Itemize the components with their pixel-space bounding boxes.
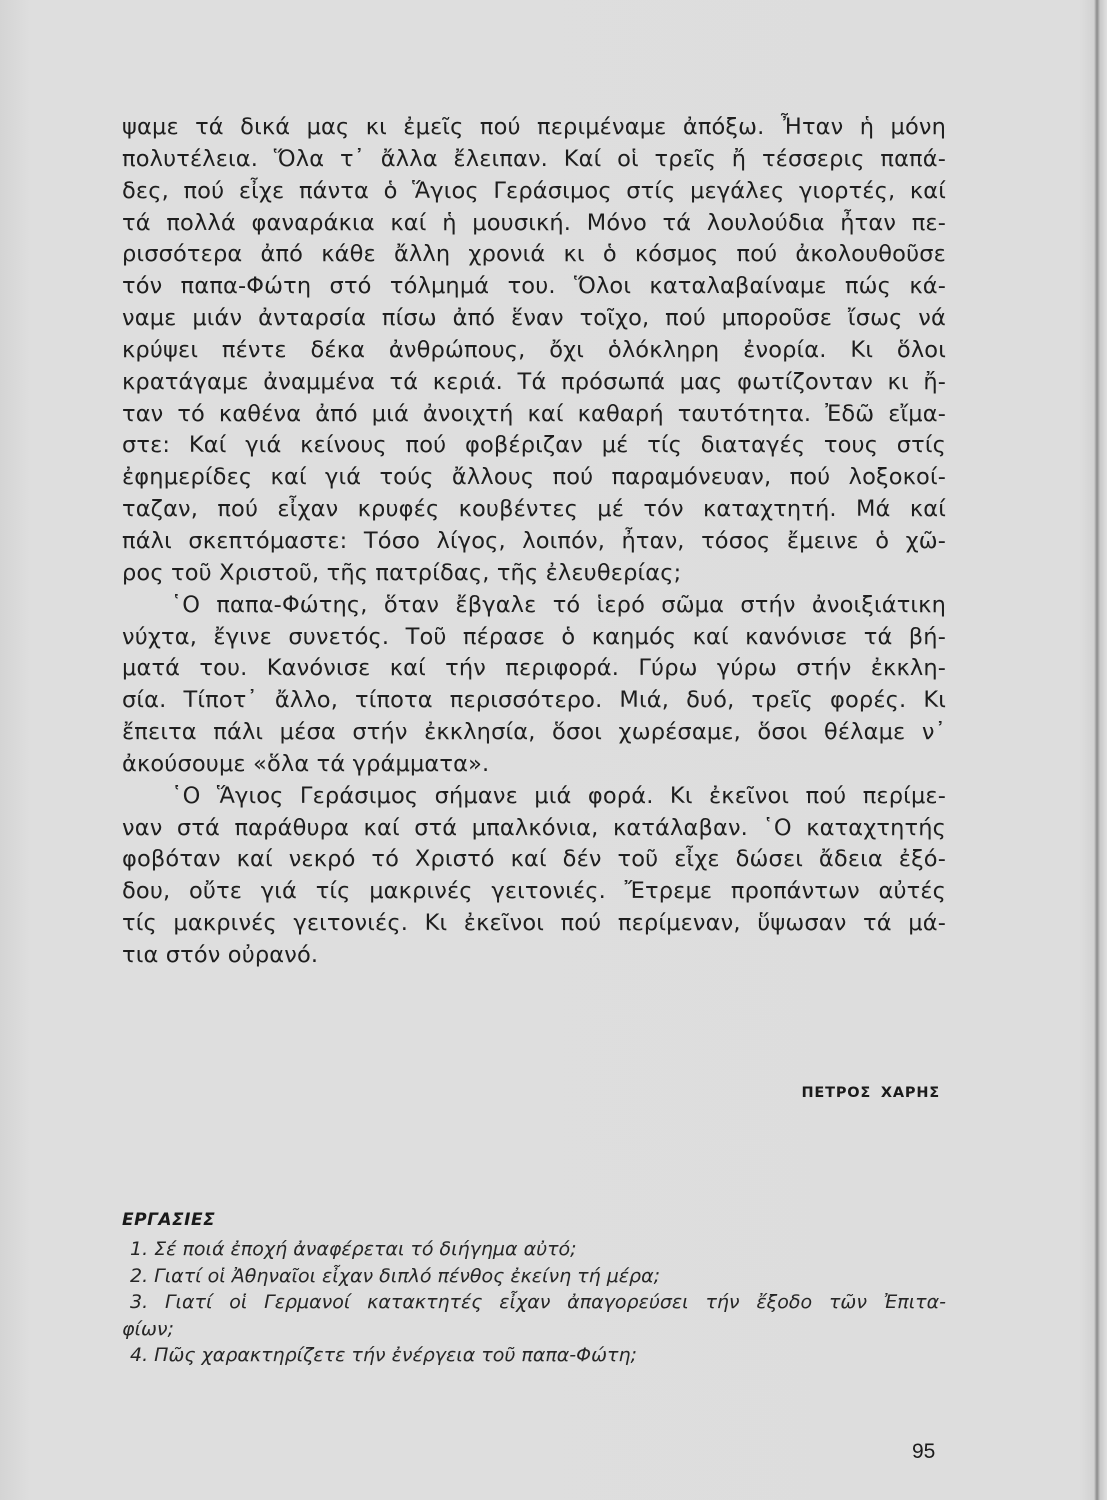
task-item-continuation: φίων; <box>122 1317 174 1340</box>
task-item: 4. Πῶς χαρακτηρίζετε τήν ἐνέργεια τοῦ παπα-Φώτη; <box>130 1344 637 1366</box>
text-line: σία. Τίποτ᾽ ἄλλο, τίποτα περισσότερο. Μιά, δυό, τρεῖς φορές. Κι <box>122 687 946 714</box>
text-line: δου, οὔτε γιά τίς μακρινές γειτονιές. Ἔτρεμε προπάντων αὐτές <box>122 878 946 905</box>
page-number: 95 <box>912 1440 936 1463</box>
author-signature: ΠΕΤΡΟΣ ΧΑΡΗΣ <box>801 1085 940 1101</box>
text-line: πολυτέλεια. Ὅλα τ᾽ ἄλλα ἔλειπαν. Καί οἱ τρεῖς ἤ τέσσερις παπά- <box>122 145 946 172</box>
text-line: ἐφημερίδες καί γιά τούς ἄλλους πού παραμόνευαν, πού λοξοκοί- <box>122 464 946 491</box>
text-line: τά πολλά φαναράκια καί ἡ μουσική. Μόνο τά λουλούδια ἦταν πε- <box>122 209 946 236</box>
text-line: κρύψει πέντε δέκα ἀνθρώπους, ὄχι ὁλόκληρη ἐνορία. Κι ὅλοι <box>122 336 946 363</box>
text-line: ψαμε τά δικά μας κι ἐμεῖς πού περιμέναμε ἀπόξω. Ἦταν ἡ μόνη <box>122 114 946 140</box>
text-line: τίς μακρινές γειτονιές. Κι ἐκεῖνοι πού περίμεναν, ὕψωσαν τά μά- <box>122 910 946 937</box>
text-line: στε: Καί γιά κείνους πού φοβέριζαν μέ τίς διαταγές τους στίς <box>122 432 946 459</box>
text-line: ταζαν, πού εἶχαν κρυφές κουβέντες μέ τόν καταχτητή. Μά καί <box>122 496 946 523</box>
text-line: κρατάγαμε ἀναμμένα τά κεριά. Τά πρόσωπά μας φωτίζονταν κι ἤ- <box>122 368 946 395</box>
text-line: ταν τό καθένα ἀπό μιά ἀνοιχτή καί καθαρή ταυτότητα. Ἐδῶ εἴμα- <box>122 400 946 427</box>
text-line: τόν παπα-Φώτη στό τόλμημά του. Ὅλοι καταλαβαίναμε πώς κά- <box>122 273 946 300</box>
text-line: ρος τοῦ Χριστοῦ, τῆς πατρίδας, τῆς ἐλευθερίας; <box>122 559 682 586</box>
paragraph-start-line: ῾Ο Ἅγιος Γεράσιμος σήμανε μιά φορά. Κι ἐκεῖνοι πού περίμε- <box>122 782 946 809</box>
text-line: ρισσότερα ἀπό κάθε ἄλλη χρονιά κι ὁ κόσμος πού ἀκολουθοῦσε <box>122 241 946 268</box>
task-item: 3. Γιατί οἱ Γερμανοί κατακτητές εἶχαν ἀπαγορεύσει τήν ἔξοδο τῶν Ἐπιτα- <box>130 1291 946 1313</box>
paragraph-start-line: ῾Ο παπα-Φώτης, ὅταν ἔβγαλε τό ἱερό σῶμα στήν ἀνοιξιάτικη <box>122 591 946 618</box>
text-line: ἀκούσουμε «ὅλα τά γράμματα». <box>122 750 490 777</box>
text-line: νύχτα, ἔγινε συνετός. Τοῦ πέρασε ὁ καημός καί κανόνισε τά βή- <box>122 623 946 650</box>
text-line: φοβόταν καί νεκρό τό Χριστό καί δέν τοῦ εἶχε δώσει ἄδεια ἐξό- <box>122 846 946 873</box>
tasks-list <box>122 1236 946 1369</box>
task-item: 1. Σέ ποιά ἐποχή ἀναφέρεται τό διήγημα αὐτό; <box>130 1238 577 1260</box>
text-line: ναν στά παράθυρα καί στά μπαλκόνια, κατάλαβαν. ῾Ο καταχτητής <box>122 814 946 841</box>
text-line: ματά του. Κανόνισε καί τήν περιφορά. Γύρω γύρω στήν ἐκκλη- <box>122 655 946 682</box>
text-line: ἔπειτα πάλι μέσα στήν ἐκκλησία, ὅσοι χωρέσαμε, ὅσοι θέλαμε ν᾽ <box>122 719 946 746</box>
story-text <box>122 112 946 972</box>
text-line: πάλι σκεπτόμαστε: Τόσο λίγος, λοιπόν, ἦταν, τόσος ἔμεινε ὁ χῶ- <box>122 527 946 554</box>
task-item: 2. Γιατί οἱ Ἀθηναῖοι εἶχαν διπλό πένθος ἐκείνη τή μέρα; <box>130 1264 661 1287</box>
text-line: δες, πού εἶχε πάντα ὁ Ἅγιος Γεράσιμος στίς μεγάλες γιορτές, καί <box>122 177 946 204</box>
text-line: ναμε μιάν ἀνταρσία πίσω ἀπό ἕναν τοῖχο, πού μποροῦσε ἴσως νά <box>122 305 946 332</box>
text-line: τια στόν οὐρανό. <box>122 941 319 968</box>
tasks-heading: ΕΡΓΑΣΙΕΣ <box>122 1210 216 1230</box>
